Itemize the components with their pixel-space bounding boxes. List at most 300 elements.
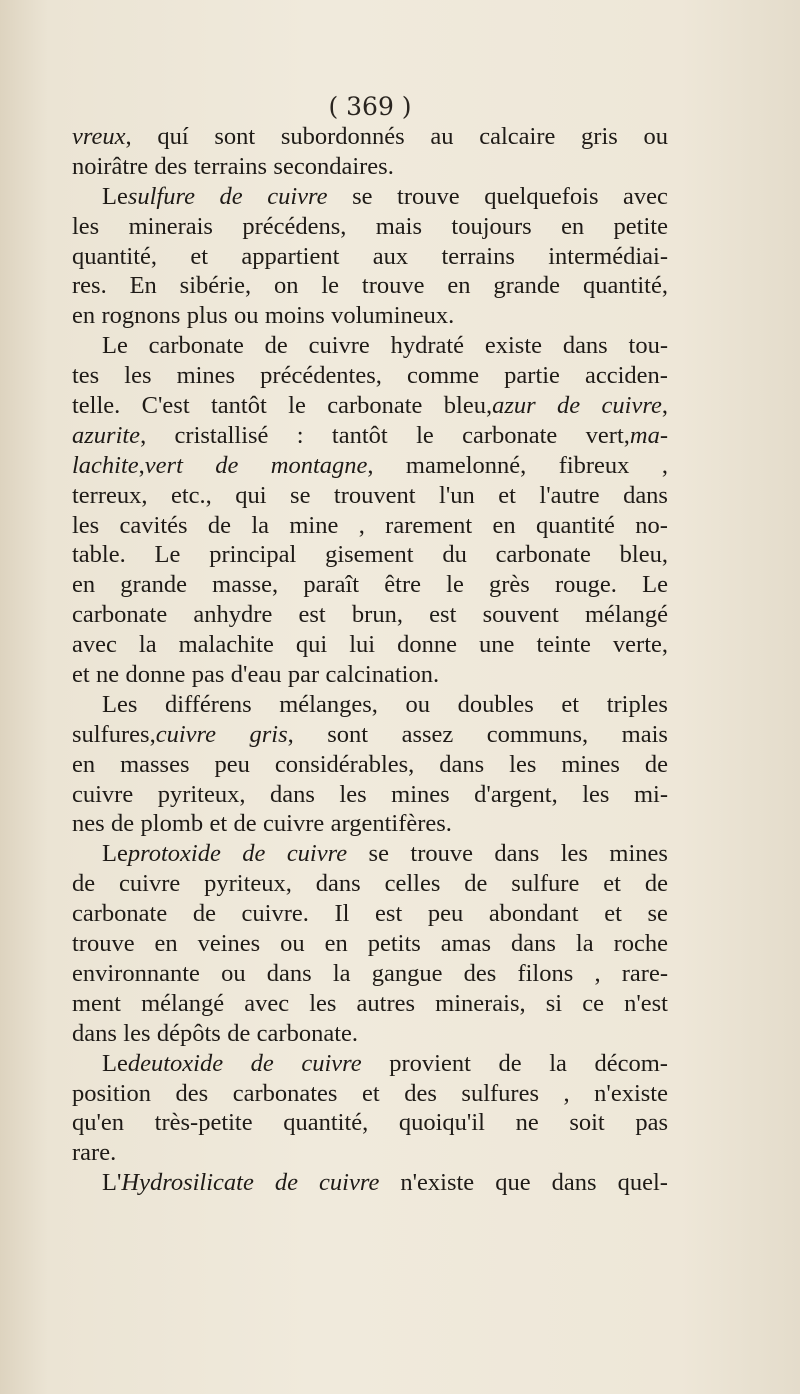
word: en — [154, 930, 178, 958]
text-line — [72, 630, 668, 660]
word: de — [219, 182, 243, 210]
word: gisement — [325, 541, 414, 569]
word: trouvent — [333, 481, 416, 509]
word: position — [72, 1079, 151, 1107]
word: amas — [440, 930, 492, 958]
word: grès — [489, 571, 530, 599]
word: de — [242, 840, 266, 868]
word: En — [129, 272, 157, 300]
word: filons — [517, 959, 574, 987]
word: cuivre — [301, 1049, 362, 1077]
word: dans — [315, 870, 361, 898]
text-line — [72, 182, 668, 212]
word: celles — [384, 870, 441, 898]
word: grande — [493, 272, 561, 300]
word: pas — [191, 661, 225, 689]
word: peu — [427, 900, 464, 928]
word: trouve — [361, 272, 425, 300]
word: trouve — [410, 840, 473, 868]
word: pas — [635, 1109, 668, 1137]
text-line — [72, 1168, 668, 1198]
word: dans — [266, 959, 312, 987]
word: en — [72, 750, 96, 778]
text-line — [72, 1049, 668, 1079]
word: de — [207, 511, 232, 539]
text-line — [72, 391, 668, 421]
word: plomb — [140, 810, 204, 838]
word: cuivre — [119, 870, 181, 898]
word: et — [361, 1079, 380, 1107]
word: principal — [209, 541, 297, 569]
word: L'Hydrosilicate — [102, 1169, 254, 1197]
word: ou — [643, 123, 668, 150]
word: vreux, — [72, 123, 132, 150]
word: verte, — [612, 631, 668, 659]
word: mines — [609, 840, 668, 868]
word: ne — [515, 1109, 539, 1137]
word: ment — [72, 989, 121, 1017]
word: de — [215, 451, 239, 479]
word: dans — [439, 750, 485, 778]
word: bleu, — [619, 541, 668, 569]
text-line — [72, 1079, 668, 1109]
word: carbonate — [327, 392, 423, 420]
word: d'argent, — [474, 780, 558, 808]
word: assez — [401, 720, 454, 748]
word: malachite — [178, 631, 274, 659]
word: si — [545, 989, 563, 1017]
word: ce — [582, 989, 604, 1017]
text-line — [72, 212, 668, 242]
word: roche — [613, 930, 668, 958]
word: mines — [391, 780, 450, 808]
word: Leprotoxide — [102, 840, 221, 868]
word: cristallisé — [174, 421, 269, 449]
word: etc., — [170, 481, 212, 509]
word: argentifères. — [330, 810, 452, 838]
word: la — [332, 959, 351, 987]
word: considérables, — [274, 750, 415, 778]
word: carbonate — [72, 900, 168, 928]
word: la — [549, 1049, 567, 1077]
word: et — [209, 810, 228, 838]
word: ou — [234, 302, 259, 330]
word: Le — [642, 571, 668, 599]
word: les — [309, 989, 337, 1017]
word: des — [463, 959, 497, 987]
word: , — [594, 959, 601, 987]
word: Lesulfure — [102, 182, 195, 210]
word: et — [603, 870, 621, 898]
word: en — [447, 272, 471, 300]
word: sulfure — [511, 870, 580, 898]
word: Il — [334, 900, 350, 928]
text-line — [72, 301, 668, 331]
word: intermédiai- — [548, 242, 668, 270]
word: donne — [125, 661, 186, 689]
word: est — [429, 601, 457, 629]
word: dans — [562, 332, 608, 360]
word: noirâtre — [72, 152, 149, 180]
word: que — [495, 1169, 531, 1197]
word: on — [273, 272, 299, 300]
word: de — [644, 870, 668, 898]
word: quelquefois — [484, 182, 599, 210]
word: terreux, — [72, 481, 148, 509]
word: carbonates — [232, 1079, 338, 1107]
word: et — [561, 690, 580, 718]
text-line — [72, 570, 668, 600]
word: trouve — [72, 930, 135, 958]
word: de — [250, 1049, 274, 1077]
text-line — [72, 511, 668, 541]
word: n'existe — [594, 1079, 668, 1107]
word: de — [111, 810, 135, 838]
word: mais — [621, 720, 668, 748]
word: rouge. — [555, 571, 617, 599]
word: différens — [164, 690, 252, 718]
word: gris — [581, 123, 618, 150]
word: azurite, — [72, 421, 147, 449]
text-line — [72, 1108, 668, 1138]
word: tantôt — [211, 392, 267, 420]
word: de — [227, 1019, 251, 1047]
word: souvent — [482, 601, 559, 629]
word: fibreux — [558, 451, 630, 479]
word: mines — [176, 362, 236, 390]
word: par — [287, 661, 320, 689]
word: ne — [96, 661, 120, 689]
word: le — [321, 272, 340, 300]
word: les — [72, 511, 100, 539]
word: anhydre — [193, 601, 273, 629]
word: mi- — [633, 780, 668, 808]
word: telle. — [72, 392, 121, 420]
word: sont — [214, 123, 256, 150]
word: communs, — [486, 720, 589, 748]
word: peu — [214, 750, 250, 778]
word: montagne, — [270, 451, 374, 479]
word: cuivre — [319, 1169, 380, 1197]
word: secondaires. — [273, 152, 394, 180]
word: rarement — [385, 511, 473, 539]
word: qui — [295, 631, 328, 659]
word: cuivre — [308, 332, 370, 360]
text-line — [72, 481, 668, 511]
word: de — [274, 1169, 298, 1197]
word: lui — [349, 631, 376, 659]
word: toujours — [451, 212, 532, 240]
word: de — [557, 392, 581, 420]
text-line — [72, 361, 668, 391]
word: autres — [356, 989, 416, 1017]
word: l'un — [439, 481, 475, 509]
word: mines — [561, 750, 620, 778]
word: et — [498, 481, 516, 509]
word: carbonate. — [256, 1019, 359, 1047]
word: mamelonné, — [405, 451, 527, 479]
word: petite — [613, 212, 668, 240]
word: cuivre — [286, 840, 348, 868]
word: en — [492, 511, 516, 539]
word: dans — [623, 481, 668, 509]
word: les — [124, 362, 152, 390]
text-line — [72, 331, 668, 361]
word: quel- — [617, 1169, 668, 1197]
word: de — [233, 810, 257, 838]
word: de — [72, 870, 96, 898]
word: les — [123, 1019, 151, 1047]
word: provient — [389, 1049, 471, 1077]
word: en — [324, 930, 348, 958]
word: et — [190, 242, 209, 270]
word: rare. — [72, 1139, 117, 1167]
word: la — [251, 511, 270, 539]
word: dans — [72, 1019, 117, 1047]
text-line — [72, 809, 668, 839]
word: avec — [623, 182, 668, 210]
word: comme — [406, 362, 480, 390]
text-line — [72, 122, 668, 152]
word: cuivre — [72, 780, 134, 808]
word: mélanges, — [279, 690, 378, 718]
word: le — [288, 392, 306, 420]
word: subordonnés — [280, 123, 405, 150]
word: minerais, — [435, 989, 526, 1017]
word: avec — [244, 989, 290, 1017]
word: volumineux. — [331, 302, 455, 330]
word: décom- — [594, 1049, 668, 1077]
word: pyriteux, — [204, 870, 292, 898]
word: acciden- — [585, 362, 668, 390]
word: les — [582, 780, 610, 808]
text-line — [72, 1019, 668, 1049]
word: la — [575, 930, 594, 958]
word: cuivre — [267, 182, 328, 210]
text-line — [72, 1138, 668, 1168]
word: grande — [120, 571, 187, 599]
text-line — [72, 690, 668, 720]
word: est — [298, 601, 326, 629]
word: donne — [397, 631, 458, 659]
word: gris, — [249, 720, 294, 748]
text-line — [72, 899, 668, 929]
word: tou- — [628, 332, 668, 360]
word: au — [430, 123, 454, 150]
word: être — [384, 571, 421, 599]
word: moins — [264, 302, 325, 330]
word: d'eau — [230, 661, 282, 689]
word: no- — [635, 511, 668, 539]
word: de — [264, 332, 288, 360]
word: quantité, — [283, 1109, 369, 1137]
word: avec — [72, 631, 117, 659]
word: ou — [221, 959, 246, 987]
word: de — [498, 1049, 522, 1077]
word: aux — [372, 242, 409, 270]
word: partie — [504, 362, 560, 390]
word: gangue — [371, 959, 443, 987]
word: abondant — [488, 900, 579, 928]
word: , — [358, 511, 365, 539]
text-line — [72, 660, 668, 690]
word: les — [560, 840, 588, 868]
word: carbonate — [495, 541, 591, 569]
word: table. — [72, 541, 126, 569]
text-line — [72, 959, 668, 989]
word: quantité — [536, 511, 615, 539]
word: qui — [235, 481, 267, 509]
word: dans — [551, 1169, 597, 1197]
word: Le — [102, 332, 128, 360]
word: le — [446, 571, 464, 599]
word: se — [352, 182, 373, 210]
word: masse, — [212, 571, 279, 599]
word: cuivre — [263, 810, 325, 838]
text-line — [72, 451, 668, 481]
word: l'autre — [539, 481, 600, 509]
word: appartient — [241, 242, 340, 270]
word: et — [604, 900, 622, 928]
word: tes — [72, 362, 100, 390]
word: le — [416, 421, 434, 449]
word: sont — [327, 720, 369, 748]
word: cuivre, — [601, 392, 668, 420]
word: hydraté — [390, 332, 465, 360]
word: cuivre. — [241, 900, 309, 928]
word: vert,ma- — [585, 421, 668, 449]
text-line — [72, 421, 668, 451]
word: dans — [511, 930, 556, 958]
word: Le — [154, 541, 181, 569]
text-line — [72, 600, 668, 630]
word: en — [72, 571, 96, 599]
word: terrains — [193, 152, 268, 180]
word: de — [644, 750, 668, 778]
word: mélangé — [584, 601, 668, 629]
word: triples — [606, 690, 668, 718]
word: les — [339, 780, 367, 808]
text-line — [72, 271, 668, 301]
word: , — [661, 451, 668, 479]
word: pyriteux, — [157, 780, 246, 808]
word: calcination. — [325, 661, 440, 689]
word: qu'en — [72, 1109, 125, 1137]
word: tantôt — [331, 421, 388, 449]
word: rognons — [101, 302, 181, 330]
word: mélangé — [141, 989, 225, 1017]
word: une — [479, 631, 515, 659]
word: très-petite — [154, 1109, 253, 1137]
word: les — [509, 750, 537, 778]
word: dans — [494, 840, 540, 868]
word: en — [72, 302, 96, 330]
word: carbonate — [148, 332, 244, 360]
word: se — [647, 900, 668, 928]
word: Ledeutoxide — [102, 1049, 224, 1077]
page-number: ( 369 ) — [328, 92, 412, 121]
word: en — [561, 212, 585, 240]
text-line — [72, 780, 668, 810]
word: de — [464, 870, 488, 898]
word: nes — [72, 810, 105, 838]
word: trouve — [397, 182, 460, 210]
word: Les — [102, 690, 138, 718]
word: quantité, — [582, 272, 668, 300]
word: C'est — [141, 392, 190, 420]
word: des — [404, 1079, 437, 1107]
word: rare- — [621, 959, 668, 987]
word: ou — [280, 930, 305, 958]
word: quantité, — [72, 242, 158, 270]
word: cavités — [119, 511, 188, 539]
word: se — [290, 481, 311, 509]
body-text — [72, 122, 668, 1198]
text-line — [72, 540, 668, 570]
word: sibérie, — [179, 272, 252, 300]
word: n'existe — [400, 1169, 475, 1197]
word: carbonate — [72, 601, 168, 629]
word: environnante — [72, 959, 200, 987]
word: paraît — [303, 571, 360, 599]
text-line — [72, 989, 668, 1019]
word: la — [138, 631, 157, 659]
word: et — [72, 661, 90, 689]
word: du — [442, 541, 467, 569]
text-line — [72, 242, 668, 272]
word: res. — [72, 272, 107, 300]
word: mais — [375, 212, 423, 240]
word: minerais — [128, 212, 213, 240]
text-line — [72, 750, 668, 780]
word: sulfures,cuivre — [72, 720, 217, 748]
word: terrains — [441, 242, 515, 270]
word: les — [72, 212, 100, 240]
word: se — [368, 840, 389, 868]
word: brun, — [351, 601, 403, 629]
text-line — [72, 152, 668, 182]
word: dépôts — [156, 1019, 221, 1047]
word: , — [563, 1079, 570, 1107]
word: bleu,azur — [443, 392, 536, 420]
word: plus — [186, 302, 228, 330]
word: doubles — [457, 690, 534, 718]
word: dans — [270, 780, 315, 808]
text-line — [72, 720, 668, 750]
word: des — [175, 1079, 209, 1107]
word: masses — [120, 750, 190, 778]
text-line — [72, 869, 668, 899]
word: sulfures — [461, 1079, 539, 1107]
word: des — [154, 152, 188, 180]
text-line — [72, 839, 668, 869]
word: teinte — [536, 631, 591, 659]
word: précédens, — [242, 212, 347, 240]
word: quí — [157, 123, 189, 150]
word: existe — [484, 332, 543, 360]
word: petits — [367, 930, 421, 958]
word: précédentes, — [260, 362, 382, 390]
text-line — [72, 929, 668, 959]
word: lachite,vert — [72, 451, 183, 479]
word: de — [192, 900, 216, 928]
word: ou — [405, 690, 430, 718]
word: est — [375, 900, 403, 928]
word: n'est — [624, 989, 668, 1017]
word: carbonate — [462, 421, 558, 449]
word: mine — [289, 511, 339, 539]
word: veines — [197, 930, 261, 958]
